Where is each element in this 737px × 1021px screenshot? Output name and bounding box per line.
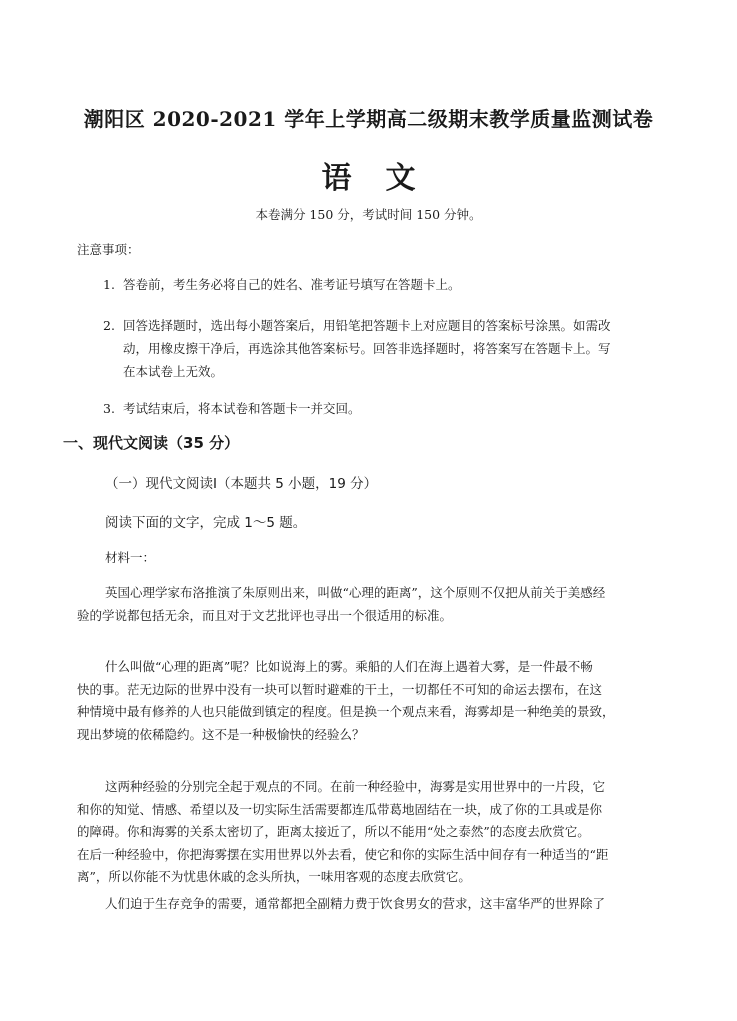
- paragraph-line: 和你的知觉、情感、希望以及一切实际生活需要都连瓜带葛地固结在一块，成了你的工具或是你: [77, 801, 603, 817]
- notice-item-text: 动，用橡皮擦干净后，再选涂其他答案标号。回答非选择题时，将答案写在答题卡上。写: [123, 341, 611, 356]
- paragraph-2: [77, 656, 673, 746]
- notice-item-number: 2.: [103, 318, 115, 333]
- paragraph-4: [77, 893, 673, 916]
- exam-title: 潮阳区 2020-2021 学年上学期高二级期末教学质量监测试卷: [83, 107, 654, 131]
- notice-item-1: [103, 273, 673, 296]
- section-heading: 一、现代文阅读（35 分）: [63, 434, 240, 452]
- paragraph-line: 现出梦境的依稀隐约。这不是一种极愉快的经验么？: [77, 726, 365, 742]
- notice-item-3: [103, 397, 673, 420]
- paragraph-line: 什么叫做“心理的距离”呢？比如说海上的雾。乘船的人们在海上遇着大雾，是一件最不畅: [105, 659, 593, 674]
- notice-item-text: 在本试卷上无效。: [123, 364, 224, 379]
- paragraph-line: 在后一种经验中，你把海雾摆在实用世界以外去看，使它和你的实际生活中间存有一种适当的“距: [77, 846, 609, 862]
- paragraph-3: [77, 776, 673, 889]
- notice-item-number: 3.: [103, 401, 115, 416]
- notice-item-text: 答卷前，考生务必将自己的姓名、准考证号填写在答题卡上。: [123, 277, 461, 292]
- notice-item-number: 1.: [103, 277, 115, 292]
- subsection-heading: （一）现代文阅读Ⅰ（本题共 5 小题，19 分）: [105, 476, 378, 492]
- notice-item-2: [103, 314, 673, 383]
- paragraph-1: [77, 582, 673, 627]
- paragraph-line: 验的学说都包括无余，而且对于文艺批评也寻出一个很适用的标准。: [77, 607, 453, 623]
- paragraph-line: 快的事。茫无边际的世界中没有一块可以暂时避难的干土，一切都任不可知的命运去摆布，在这: [77, 681, 603, 697]
- paragraph-line: 英国心理学家布洛推演了朱原则出来，叫做“心理的距离”，这个原则不仅把从前关于美感经: [105, 585, 606, 600]
- paragraph-line: 离”，所以你能不为忧患休戚的念头所执，一味用客观的态度去欣赏它。: [77, 869, 471, 884]
- paragraph-line: 人们迫于生存竞争的需要，通常都把全副精力费于饮食男女的营求，这丰富华严的世界除了: [105, 896, 606, 911]
- notice-item-text: 考试结束后，将本试卷和答题卡一并交回。: [123, 401, 361, 416]
- reading-instruction: 阅读下面的文字，完成 1～5 题。: [105, 515, 307, 531]
- subject-char-2: 文: [385, 161, 416, 196]
- paragraph-line: 的障碍。你和海雾的关系太密切了，距离太接近了，所以不能用“处之泰然”的态度去欣赏它。: [77, 824, 590, 839]
- notice-item-text: 回答选择题时，选出每小题答案后，用铅笔把答题卡上对应题目的答案标号涂黑。如需改: [123, 318, 611, 333]
- paragraph-line: 这两种经验的分别完全起于观点的不同。在前一种经验中，海雾是实用世界中的一片段，它: [105, 779, 606, 794]
- exam-info: 本卷满分 150 分，考试时间 150 分钟。: [255, 207, 482, 222]
- subject-heading: [0, 153, 737, 197]
- paragraph-line: 种情境中最有修养的人也只能做到镇定的程度。但是换一个观点来看，海雾却是一种绝美的景致，: [77, 704, 615, 719]
- subject-char-1: 语: [321, 161, 352, 196]
- notice-heading: 注意事项：: [77, 242, 140, 257]
- material-label: 材料一：: [105, 550, 156, 565]
